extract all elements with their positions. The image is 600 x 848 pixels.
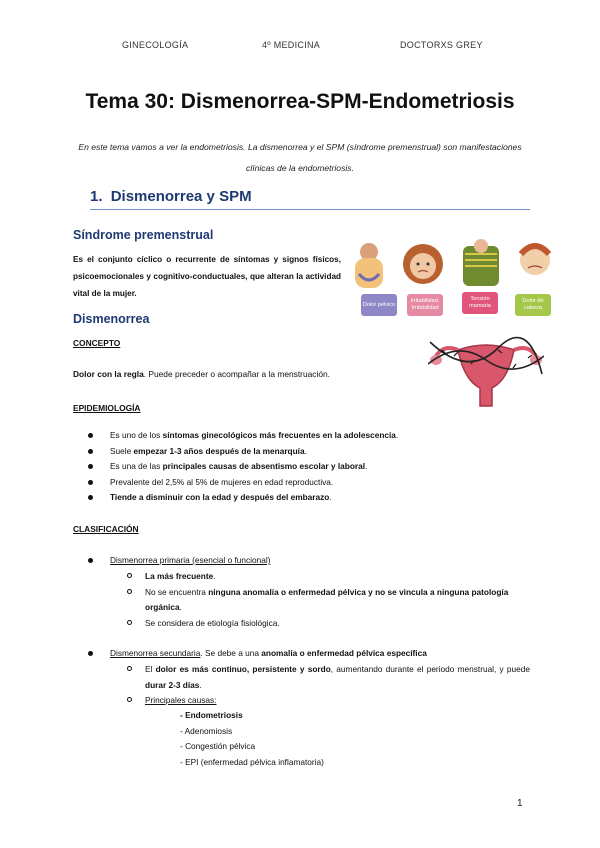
- section-title: Dismenorrea y SPM: [110, 188, 252, 205]
- spm-definition: Es el conjunto cíclico o recurrente de síntomas y signos físicos, psicoemocionales y cognitivo-conductuales, que alteran la actividad vital de la mujer.: [73, 255, 341, 298]
- list-item: El dolor es más continuo, persistente y sordo, aumentando durante el periodo menstrual, y puede durar 2-3 días.: [145, 662, 530, 693]
- header-course: 4º MEDICINA: [262, 40, 321, 50]
- list-item: Prevalente del 2,5% al 5% de mujeres en edad reproductiva.: [110, 475, 530, 491]
- clasificacion-list: [110, 553, 530, 569]
- secundaria-label: Dismenorrea secundaria: [110, 648, 201, 658]
- clasificacion-title: CLASIFICACIÓN: [73, 524, 139, 534]
- header-author: DOCTORXS GREY: [400, 40, 483, 50]
- symptom-card-breast-tension: [462, 292, 498, 314]
- concepto-rest: . Puede preceder o acompañar a la menstruación.: [143, 369, 330, 379]
- symptom-card-headache: [515, 294, 551, 316]
- section-divider: [90, 209, 530, 210]
- list-item: Suele empezar 1-3 años después de la menarquía.: [110, 444, 530, 460]
- uterus-barbed-wire-illustration: [428, 330, 544, 410]
- concepto-text: [73, 366, 330, 382]
- symptom-card-pelvic-pain: [361, 294, 397, 316]
- list-item: Tiende a disminuir con la edad y después del embarazo.: [110, 490, 530, 506]
- list-item: Es uno de los síntomas ginecológicos más frecuentes en la adolescencia.: [110, 428, 530, 444]
- cause-item: - Adenomiosis: [180, 725, 233, 736]
- list-item: No se encuentra ninguna anomalía o enfermedad pélvica y no se vincula a ninguna patología orgánica.: [145, 585, 530, 616]
- cause-item: - Congestión pélvica: [180, 741, 256, 752]
- primaria-sublist: [145, 569, 530, 631]
- concepto-bold: Dolor con la regla: [73, 369, 144, 379]
- intro-paragraph: En este tema vamos a ver la endometriosis. La dismenorrea y el SPM (síndrome premenstrual) son manifestaciones clínicas de la endometriosis.: [78, 142, 522, 173]
- symptom-card-label: Dolor de cabeza: [522, 298, 544, 311]
- secundaria-list: [110, 646, 530, 662]
- list-item: Es una de las principales causas de absentismo escolar y laboral.: [110, 459, 530, 475]
- secundaria-sublist: [145, 662, 530, 709]
- causes-list: [180, 708, 324, 770]
- symptom-card-label: Tensión mamaria: [469, 296, 491, 309]
- causes-label: Principales causas:: [145, 695, 217, 706]
- page-number: 1: [517, 798, 523, 809]
- section-number: 1.: [90, 188, 103, 205]
- list-item-secundaria: Dismenorrea secundaria. Se debe a una anomalía o enfermedad pélvica específica: [110, 646, 530, 662]
- spm-heading: Síndrome premenstrual: [73, 228, 214, 242]
- cause-item: - EPI (enfermedad pélvica inflamatoria): [180, 756, 324, 767]
- cause-item: - Endometriosis: [180, 710, 243, 720]
- dismenorrea-heading: Dismenorrea: [73, 312, 150, 326]
- primaria-label: Dismenorrea primaria (esencial o funcional): [110, 555, 271, 565]
- page-title: Tema 30: Dismenorrea-SPM-Endometriosis: [85, 90, 515, 113]
- concepto-title: CONCEPTO: [73, 338, 121, 348]
- epidemiologia-title: EPIDEMIOLOGÍA: [73, 403, 141, 413]
- symptom-card-irritability: [407, 294, 443, 316]
- spm-symptoms-illustration: [343, 238, 563, 320]
- list-item: [145, 693, 530, 709]
- list-item: Se considera de etiología fisiológica.: [145, 616, 530, 632]
- uterus-image: [428, 330, 544, 410]
- epidemiologia-list: [110, 428, 530, 506]
- symptom-card-label: Dolor pélvico: [362, 301, 396, 308]
- symptom-card-label: Irritabilidad, Irritabilidad: [410, 298, 440, 311]
- list-item-primaria: [110, 553, 530, 569]
- header-subject: GINECOLOGÍA: [122, 40, 189, 50]
- section-heading: [90, 188, 252, 205]
- list-item: La más frecuente.: [145, 569, 530, 585]
